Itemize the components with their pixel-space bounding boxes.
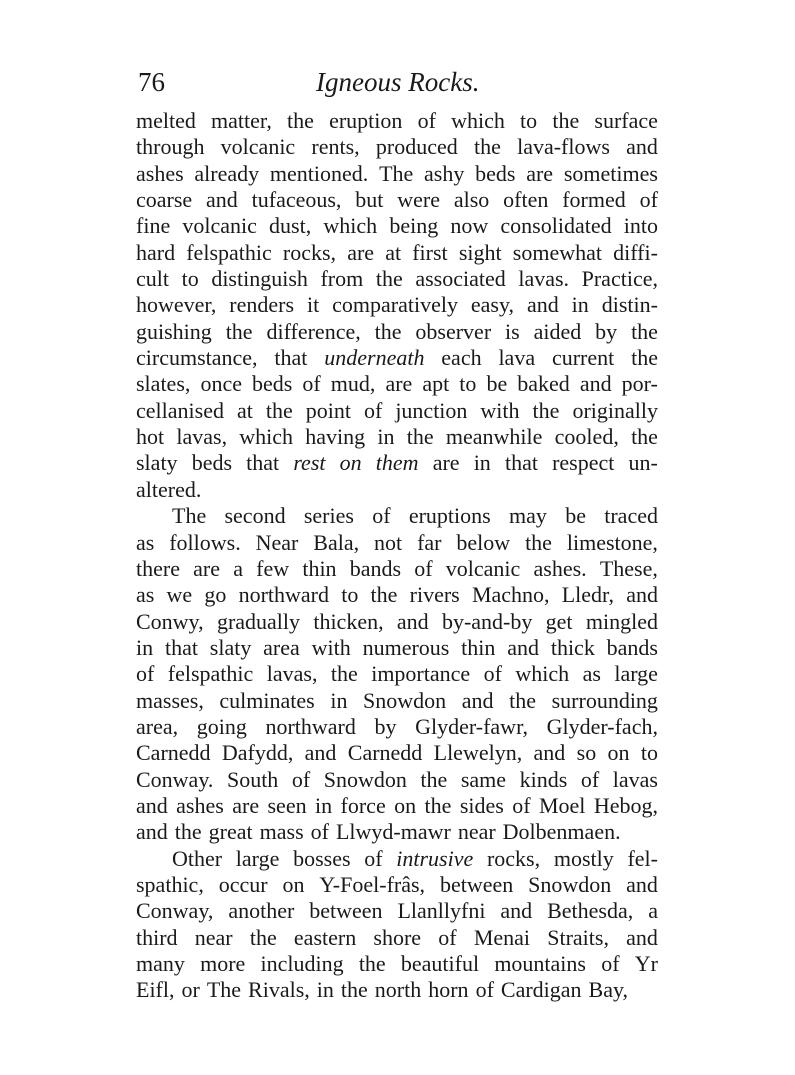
text-line: hard felspathic rocks, are at first sight somewhat diffi- xyxy=(136,239,658,265)
text-line: through volcanic rents, produced the lava-flows and xyxy=(136,134,658,160)
text-line: in that slaty area with numerous thin and thick bands xyxy=(136,634,658,660)
text-line: many more including the beautiful mountains of Yr xyxy=(136,951,658,976)
paragraph xyxy=(136,108,658,503)
text-line: guishing the difference, the observer is aided by the xyxy=(136,318,658,344)
text-line: however, renders it comparatively easy, and in distin- xyxy=(136,292,658,318)
text-line: circumstance, that underneath each lava current the xyxy=(136,345,658,371)
text-line: Conwy, gradually thicken, and by-and-by get mingled xyxy=(136,608,658,634)
text-line: Carnedd Dafydd, and Carnedd Llewelyn, and so on to xyxy=(136,740,658,766)
text-line: fine volcanic dust, which being now consolidated into xyxy=(136,213,658,239)
text-line: cult to distinguish from the associated lavas. Practice, xyxy=(136,266,658,292)
text-line: area, going northward by Glyder-fawr, Glyder-fach, xyxy=(136,713,658,739)
running-title: Igneous Rocks. xyxy=(316,67,480,97)
text-line: and ashes are seen in force on the sides of Moel Hebog, xyxy=(136,792,658,818)
text-line: ashes already mentioned. The ashy beds are sometimes xyxy=(136,160,658,186)
body-text xyxy=(136,108,658,1004)
paragraph xyxy=(136,846,658,1004)
text-line: as we go northward to the rivers Machno, Lledr, and xyxy=(136,582,658,608)
text-line: as follows. Near Bala, not far below the limestone, xyxy=(136,529,658,555)
text-line: coarse and tufaceous, but were also often formed of xyxy=(136,187,658,213)
text-line: hot lavas, which having in the meanwhile cooled, the xyxy=(136,424,658,450)
page-number: 76 xyxy=(138,67,165,97)
text-line: The second series of eruptions may be traced xyxy=(172,503,658,529)
text-line: melted matter, the eruption of which to the surface xyxy=(136,108,658,133)
text-line: cellanised at the point of junction with the originally xyxy=(136,397,658,423)
text-line: spathic, occur on Y-Foel-frâs, between Snowdon and xyxy=(136,871,658,897)
text-line: Conway. South of Snowdon the same kinds of lavas xyxy=(136,766,658,792)
text-line: of felspathic lavas, the importance of which as large xyxy=(136,661,658,687)
text-line: Conway, another between Llanllyfni and Bethesda, a xyxy=(136,898,658,924)
text-line: masses, culminates in Snowdon and the surrounding xyxy=(136,687,658,713)
book-page xyxy=(136,62,658,1004)
text-line: there are a few thin bands of volcanic ashes. These, xyxy=(136,555,658,581)
text-line: third near the eastern shore of Menai Straits, and xyxy=(136,924,658,950)
text-line: and the great mass of Llwyd-mawr near Dolbenmaen. xyxy=(136,819,621,845)
text-line: Eifl, or The Rivals, in the north horn of Cardigan Bay, xyxy=(136,977,629,1003)
text-line: Other large bosses of intrusive rocks, mostly fel- xyxy=(172,845,658,871)
paragraph xyxy=(136,503,658,845)
text-line: slaty beds that rest on them are in that respect un- xyxy=(136,450,658,476)
text-line: slates, once beds of mud, are apt to be baked and por- xyxy=(136,371,658,397)
text-line: altered. xyxy=(136,476,202,502)
page-header xyxy=(136,62,658,102)
